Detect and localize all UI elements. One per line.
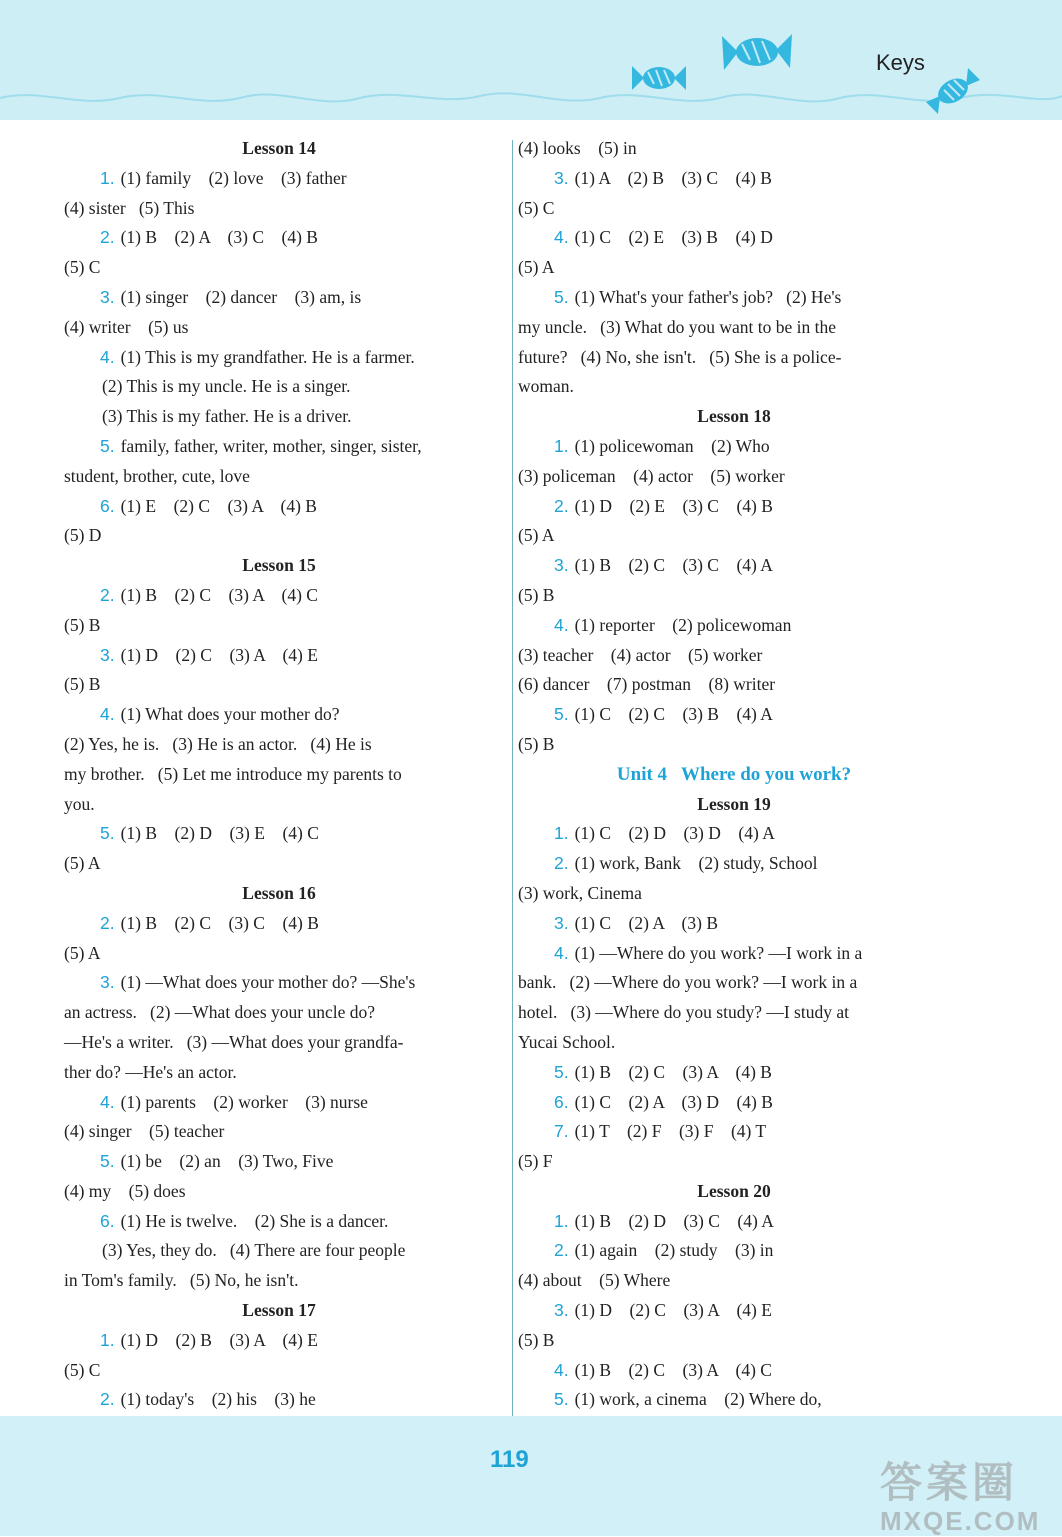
question-number: 2. bbox=[554, 1240, 569, 1261]
answer-line bbox=[518, 492, 950, 522]
answer-line bbox=[64, 760, 494, 790]
answer-line bbox=[64, 1266, 494, 1296]
question-number: 1. bbox=[554, 1210, 569, 1231]
answer-line bbox=[64, 849, 494, 879]
question-number: 4. bbox=[554, 227, 569, 248]
question-number: 4. bbox=[554, 1359, 569, 1380]
candy-icon bbox=[630, 60, 688, 96]
question-number: 6. bbox=[554, 1091, 569, 1112]
answer-line bbox=[518, 909, 950, 939]
answer-text: Lesson 18 bbox=[697, 406, 771, 427]
answer-line bbox=[64, 819, 494, 849]
answer-line bbox=[64, 641, 494, 671]
answer-line bbox=[518, 432, 950, 462]
answer-line bbox=[64, 402, 494, 432]
answer-text: (5) B bbox=[518, 733, 555, 754]
answer-text: (1) B (2) D (3) C (4) A bbox=[574, 1210, 774, 1231]
answer-line bbox=[64, 581, 494, 611]
question-number: 4. bbox=[100, 1091, 115, 1112]
lesson-heading bbox=[64, 1296, 494, 1326]
answer-text: (1) D (2) C (3) A (4) E bbox=[120, 644, 318, 665]
answer-text: woman. bbox=[518, 376, 574, 397]
question-number: 4. bbox=[554, 614, 569, 635]
answer-text: (1) C (2) C (3) B (4) A bbox=[574, 704, 773, 725]
answer-text: family, father, writer, mother, singer, sister, bbox=[120, 435, 422, 456]
answer-text: Lesson 16 bbox=[242, 882, 316, 903]
answer-text: (5) C bbox=[518, 197, 555, 218]
question-number: 3. bbox=[100, 644, 115, 665]
answer-text: Lesson 19 bbox=[697, 793, 771, 814]
candy-icon bbox=[924, 66, 982, 116]
answer-line bbox=[64, 492, 494, 522]
answer-text: Lesson 17 bbox=[242, 1300, 316, 1321]
answer-line bbox=[518, 730, 950, 760]
answer-line bbox=[64, 700, 494, 730]
answer-text: (1) What's your father's job? (2) He's bbox=[574, 286, 842, 307]
header-wave bbox=[0, 78, 1062, 138]
answer-line bbox=[64, 909, 494, 939]
answer-text: Lesson 15 bbox=[242, 555, 316, 576]
answer-text: (6) dancer (7) postman (8) writer bbox=[518, 674, 776, 695]
answer-line bbox=[518, 343, 950, 373]
answer-text: (1) policewoman (2) Who bbox=[574, 435, 770, 456]
answer-text: (1) D (2) C (3) A (4) E bbox=[574, 1300, 772, 1321]
question-number: 5. bbox=[100, 823, 115, 844]
answer-line bbox=[64, 968, 494, 998]
candy-icon bbox=[720, 30, 794, 74]
answer-line bbox=[518, 849, 950, 879]
answer-text: (1) —What does your mother do? —She's bbox=[120, 972, 416, 993]
answer-line bbox=[518, 968, 950, 998]
answer-text: (1) parents (2) worker (3) nurse bbox=[120, 1091, 368, 1112]
answer-line bbox=[518, 313, 950, 343]
answer-line bbox=[518, 998, 950, 1028]
question-number: 6. bbox=[100, 495, 115, 516]
answer-line bbox=[64, 283, 494, 313]
question-number: 4. bbox=[100, 704, 115, 725]
watermark-line2: MXQE.COM bbox=[880, 1506, 1041, 1536]
question-number: 2. bbox=[100, 912, 115, 933]
answer-text: (4) about (5) Where bbox=[518, 1270, 671, 1291]
answer-text: (2) Yes, he is. (3) He is an actor. (4) He is bbox=[64, 733, 372, 754]
answer-line bbox=[518, 134, 950, 164]
answer-text: Lesson 14 bbox=[242, 138, 316, 158]
answer-line bbox=[64, 998, 494, 1028]
answer-line bbox=[518, 551, 950, 581]
question-number: 3. bbox=[100, 972, 115, 993]
answer-line bbox=[64, 1028, 494, 1058]
answer-line bbox=[518, 1028, 950, 1058]
answer-line bbox=[518, 1356, 950, 1386]
answer-line bbox=[64, 1177, 494, 1207]
lesson-heading bbox=[518, 402, 950, 432]
answer-line bbox=[64, 462, 494, 492]
answer-text: future? (4) No, she isn't. (5) She is a police- bbox=[518, 346, 842, 367]
question-number: 5. bbox=[100, 1151, 115, 1172]
answer-line bbox=[518, 700, 950, 730]
answer-text: (1) reporter (2) policewoman bbox=[574, 614, 792, 635]
answer-text: (1) B (2) C (3) A (4) B bbox=[574, 1061, 772, 1082]
answer-line bbox=[518, 1266, 950, 1296]
answer-line bbox=[64, 521, 494, 551]
answer-text: (1) again (2) study (3) in bbox=[574, 1240, 774, 1261]
answer-line bbox=[64, 253, 494, 283]
answer-text: (5) D bbox=[64, 525, 102, 546]
answer-text: an actress. (2) —What does your uncle do? bbox=[64, 1002, 376, 1023]
answer-text: (1) E (2) C (3) A (4) B bbox=[120, 495, 317, 516]
answer-line bbox=[64, 1117, 494, 1147]
answer-line bbox=[64, 432, 494, 462]
question-number: 3. bbox=[554, 1300, 569, 1321]
answer-text: (1) This is my grandfather. He is a farmer. bbox=[120, 346, 415, 367]
answer-text: (1) He is twelve. (2) She is a dancer. bbox=[120, 1210, 389, 1231]
header-title: Keys bbox=[876, 50, 925, 75]
lesson-heading bbox=[518, 790, 950, 820]
right-column bbox=[518, 134, 950, 1415]
question-number: 1. bbox=[100, 1329, 115, 1350]
answer-line bbox=[64, 1236, 494, 1266]
answer-text: (5) A bbox=[518, 257, 555, 278]
answer-line bbox=[64, 164, 494, 194]
answer-text: (1) B (2) D (3) E (4) C bbox=[120, 823, 319, 844]
answer-text: in Tom's family. (5) No, he isn't. bbox=[64, 1270, 299, 1291]
answer-line bbox=[64, 1147, 494, 1177]
question-number: 2. bbox=[100, 584, 115, 605]
answer-line bbox=[518, 939, 950, 969]
question-number: 2. bbox=[100, 227, 115, 248]
answer-line bbox=[518, 879, 950, 909]
answer-line bbox=[518, 253, 950, 283]
answer-text: (1) today's (2) his (3) he bbox=[120, 1389, 316, 1410]
answer-text: (1) B (2) C (3) C (4) B bbox=[120, 912, 319, 933]
question-number: 3. bbox=[554, 912, 569, 933]
watermark-line1: 答案圈 bbox=[880, 1459, 1019, 1506]
question-number: 6. bbox=[100, 1210, 115, 1231]
answer-text: (3) This is my father. He is a driver. bbox=[102, 406, 352, 427]
answer-text: (5) B bbox=[64, 674, 101, 695]
page-number: 119 bbox=[490, 1446, 529, 1473]
answer-line bbox=[518, 521, 950, 551]
answer-line bbox=[518, 1058, 950, 1088]
answer-text: (1) C (2) A (3) D (4) B bbox=[574, 1091, 773, 1112]
lesson-heading bbox=[64, 134, 494, 164]
answer-line bbox=[518, 611, 950, 641]
answer-text: (5) B bbox=[64, 614, 101, 635]
question-number: 3. bbox=[100, 286, 115, 307]
answer-line bbox=[518, 223, 950, 253]
answer-line bbox=[518, 1326, 950, 1356]
answer-line bbox=[518, 194, 950, 224]
answer-text: (1) B (2) C (3) C (4) A bbox=[574, 555, 773, 576]
answer-text: (5) B bbox=[518, 1329, 555, 1350]
answer-text: (5) F bbox=[518, 1151, 553, 1172]
answer-line bbox=[518, 1147, 950, 1177]
watermark bbox=[880, 1450, 1040, 1537]
lesson-heading bbox=[518, 1177, 950, 1207]
answer-line bbox=[64, 194, 494, 224]
answer-line bbox=[518, 283, 950, 313]
answer-line bbox=[64, 223, 494, 253]
question-number: 5. bbox=[100, 435, 115, 456]
answer-text: (5) A bbox=[518, 525, 555, 546]
answer-text: (1) D (2) B (3) A (4) E bbox=[120, 1329, 318, 1350]
answer-line bbox=[64, 670, 494, 700]
answer-text: (1) —Where do you work? —I work in a bbox=[574, 942, 863, 963]
question-number: 2. bbox=[554, 495, 569, 516]
question-number: 2. bbox=[100, 1389, 115, 1410]
question-number: 5. bbox=[554, 1061, 569, 1082]
answer-text: (1) family (2) love (3) father bbox=[120, 167, 347, 188]
lesson-heading bbox=[64, 551, 494, 581]
column-divider bbox=[512, 140, 513, 1420]
answer-line bbox=[518, 164, 950, 194]
answer-text: student, brother, cute, love bbox=[64, 465, 250, 486]
answer-text: (5) B bbox=[518, 584, 555, 605]
answer-text: (5) C bbox=[64, 257, 101, 278]
answer-text: —He's a writer. (3) —What does your grandfa- bbox=[64, 1031, 404, 1052]
left-column bbox=[64, 134, 494, 1415]
answer-text: my uncle. (3) What do you want to be in the bbox=[518, 316, 837, 337]
answer-text: (1) C (2) D (3) D (4) A bbox=[574, 823, 775, 844]
answer-text: (4) looks (5) in bbox=[518, 138, 637, 158]
answer-text: Yucai School. bbox=[518, 1031, 616, 1052]
answer-text: (3) work, Cinema bbox=[518, 882, 642, 903]
answer-text: (1) work, Bank (2) study, School bbox=[574, 853, 818, 874]
answer-line bbox=[518, 1117, 950, 1147]
question-number: 3. bbox=[554, 555, 569, 576]
answer-text: Unit 4 Where do you work? bbox=[616, 763, 852, 785]
answer-text: (1) B (2) A (3) C (4) B bbox=[120, 227, 318, 248]
answer-text: (1) be (2) an (3) Two, Five bbox=[120, 1151, 334, 1172]
question-number: 7. bbox=[554, 1121, 569, 1142]
answer-text: you. bbox=[64, 793, 95, 814]
answer-line bbox=[518, 1236, 950, 1266]
answer-line bbox=[64, 313, 494, 343]
answer-text: (1) work, a cinema (2) Where do, bbox=[574, 1389, 822, 1410]
question-number: 3. bbox=[554, 167, 569, 188]
answer-line bbox=[518, 372, 950, 402]
answer-text: (5) A bbox=[64, 942, 101, 963]
answer-text: bank. (2) —Where do you work? —I work in a bbox=[518, 972, 858, 993]
answer-line bbox=[518, 819, 950, 849]
answer-text: (4) writer (5) us bbox=[64, 316, 189, 337]
question-number: 1. bbox=[554, 823, 569, 844]
answer-text: ther do? —He's an actor. bbox=[64, 1061, 237, 1082]
answer-line bbox=[64, 790, 494, 820]
answer-text: (2) This is my uncle. He is a singer. bbox=[102, 376, 351, 397]
answer-line bbox=[518, 641, 950, 671]
unit-heading bbox=[518, 760, 950, 790]
question-number: 4. bbox=[100, 346, 115, 367]
answer-text: hotel. (3) —Where do you study? —I study at bbox=[518, 1002, 849, 1023]
answer-line bbox=[64, 939, 494, 969]
answer-line bbox=[64, 1088, 494, 1118]
answer-text: (4) sister (5) This bbox=[64, 197, 195, 218]
question-number: 5. bbox=[554, 286, 569, 307]
answer-text: (1) B (2) C (3) A (4) C bbox=[120, 584, 318, 605]
answer-text: (4) singer (5) teacher bbox=[64, 1121, 225, 1142]
answer-text: Lesson 20 bbox=[697, 1180, 771, 1201]
answer-line bbox=[64, 1207, 494, 1237]
answer-line bbox=[518, 1207, 950, 1237]
answer-text: (1) B (2) C (3) A (4) C bbox=[574, 1359, 772, 1380]
answer-line bbox=[64, 730, 494, 760]
answer-line bbox=[64, 1356, 494, 1386]
answer-text: (1) A (2) B (3) C (4) B bbox=[574, 167, 772, 188]
answer-text: (1) C (2) E (3) B (4) D bbox=[574, 227, 773, 248]
question-number: 1. bbox=[554, 435, 569, 456]
answer-text: (1) T (2) F (3) F (4) T bbox=[574, 1121, 767, 1142]
question-number: 1. bbox=[100, 167, 115, 188]
answer-text: (5) C bbox=[64, 1359, 101, 1380]
answer-text: my brother. (5) Let me introduce my parents to bbox=[64, 763, 402, 784]
answer-text: (3) policeman (4) actor (5) worker bbox=[518, 465, 785, 486]
answer-line bbox=[518, 1296, 950, 1326]
answer-line bbox=[518, 1088, 950, 1118]
question-number: 5. bbox=[554, 1389, 569, 1410]
answer-text: (1) singer (2) dancer (3) am, is bbox=[120, 286, 362, 307]
answer-text: (1) What does your mother do? bbox=[120, 704, 340, 725]
answer-line bbox=[64, 343, 494, 373]
answer-text: (1) D (2) E (3) C (4) B bbox=[574, 495, 773, 516]
answer-line bbox=[64, 611, 494, 641]
answer-text: (4) my (5) does bbox=[64, 1180, 186, 1201]
answer-line bbox=[64, 1326, 494, 1356]
answer-line bbox=[64, 372, 494, 402]
answer-text: (3) Yes, they do. (4) There are four people bbox=[102, 1240, 406, 1261]
question-number: 2. bbox=[554, 853, 569, 874]
answer-text: (5) A bbox=[64, 853, 101, 874]
answer-line bbox=[518, 581, 950, 611]
answer-line bbox=[64, 1058, 494, 1088]
question-number: 5. bbox=[554, 704, 569, 725]
answer-line bbox=[518, 670, 950, 700]
answer-line bbox=[518, 462, 950, 492]
answer-text: (3) teacher (4) actor (5) worker bbox=[518, 644, 763, 665]
lesson-heading bbox=[64, 879, 494, 909]
question-number: 4. bbox=[554, 942, 569, 963]
answer-text: (1) C (2) A (3) B bbox=[574, 912, 719, 933]
